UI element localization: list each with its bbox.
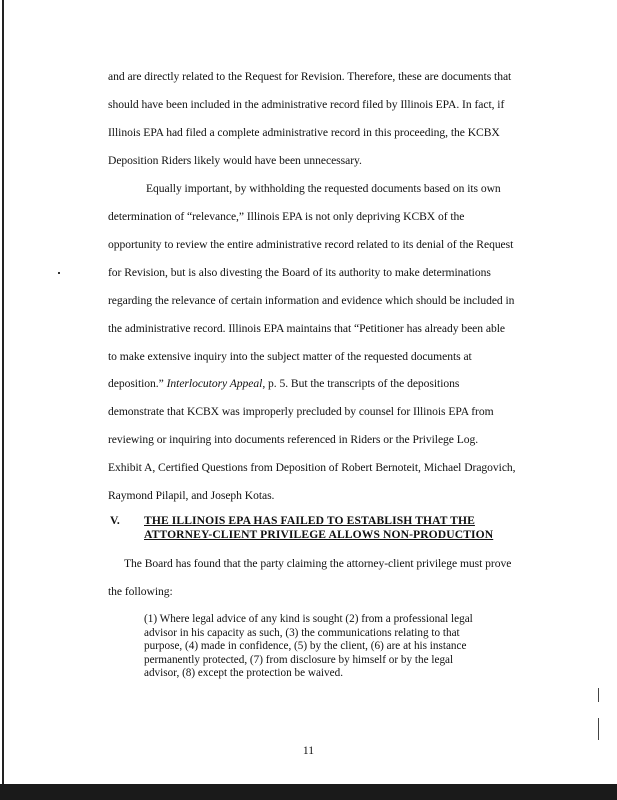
body-line: for Revision, but is also divesting the Board of its authority to make determinations xyxy=(108,266,491,279)
body-line: and are directly related to the Request for Revision. Therefore, these are documents that xyxy=(108,70,512,83)
scan-speck xyxy=(58,272,60,274)
citation-text-after: , p. 5. But the transcripts of the depositions xyxy=(262,377,460,390)
body-line: determination of “relevance,” Illinois EPA is not only depriving KCBX of the xyxy=(108,210,465,223)
block-quote-line: purpose, (4) made in confidence, (5) by the client, (6) are at his instance xyxy=(144,640,467,652)
block-quote-line: advisor in his capacity as such, (3) the communications relating to that xyxy=(144,627,460,639)
body-line: Raymond Pilapil, and Joseph Kotas. xyxy=(108,489,275,502)
citation-italic-title: Interlocutory Appeal xyxy=(166,377,263,390)
block-quote-line: (1) Where legal advice of any kind is sought (2) from a professional legal xyxy=(144,613,473,625)
scan-margin-mark xyxy=(598,688,599,702)
block-quote-line: advisor, (8) except the protection be waived. xyxy=(144,667,343,679)
body-line: Deposition Riders likely would have been unnecessary. xyxy=(108,154,362,167)
section-number: V. xyxy=(110,514,120,527)
body-line: Equally important, by withholding the requested documents based on its own xyxy=(146,182,501,195)
page-number: 11 xyxy=(302,744,315,757)
citation-line xyxy=(108,377,459,391)
body-line: should have been included in the administrative record filed by Illinois EPA. In fact, if xyxy=(108,98,505,111)
citation-text-before: deposition.” xyxy=(108,377,167,390)
body-line: demonstrate that KCBX was improperly precluded by counsel for Illinois EPA from xyxy=(108,405,494,418)
body-line: opportunity to review the entire administrative record related to its denial of the Request xyxy=(108,238,514,251)
body-line: reviewing or inquiring into documents referenced in Riders or the Privilege Log. xyxy=(108,433,479,446)
intro-line: The Board has found that the party claiming the attorney-client privilege must prove xyxy=(124,557,512,570)
scan-bottom-edge xyxy=(0,784,617,800)
intro-line: the following: xyxy=(108,585,173,598)
block-quote-line: permanently protected, (7) from disclosure by himself or by the legal xyxy=(144,654,454,666)
scan-margin-mark xyxy=(598,718,599,740)
section-heading-line-1: THE ILLINOIS EPA HAS FAILED TO ESTABLISH THAT THE xyxy=(144,514,475,527)
body-line: regarding the relevance of certain information and evidence which should be included in xyxy=(108,294,515,307)
body-line: to make extensive inquiry into the subject matter of the requested documents at xyxy=(108,350,472,363)
body-line: the administrative record. Illinois EPA maintains that “Petitioner has already been able xyxy=(108,322,505,335)
scan-left-edge xyxy=(2,0,4,784)
section-heading-line-2: ATTORNEY-CLIENT PRIVILEGE ALLOWS NON-PRODUCTION xyxy=(144,528,494,541)
body-line: Exhibit A, Certified Questions from Deposition of Robert Bernoteit, Michael Dragovich, xyxy=(108,461,516,474)
body-line: Illinois EPA had filed a complete administrative record in this proceeding, the KCBX xyxy=(108,126,500,139)
